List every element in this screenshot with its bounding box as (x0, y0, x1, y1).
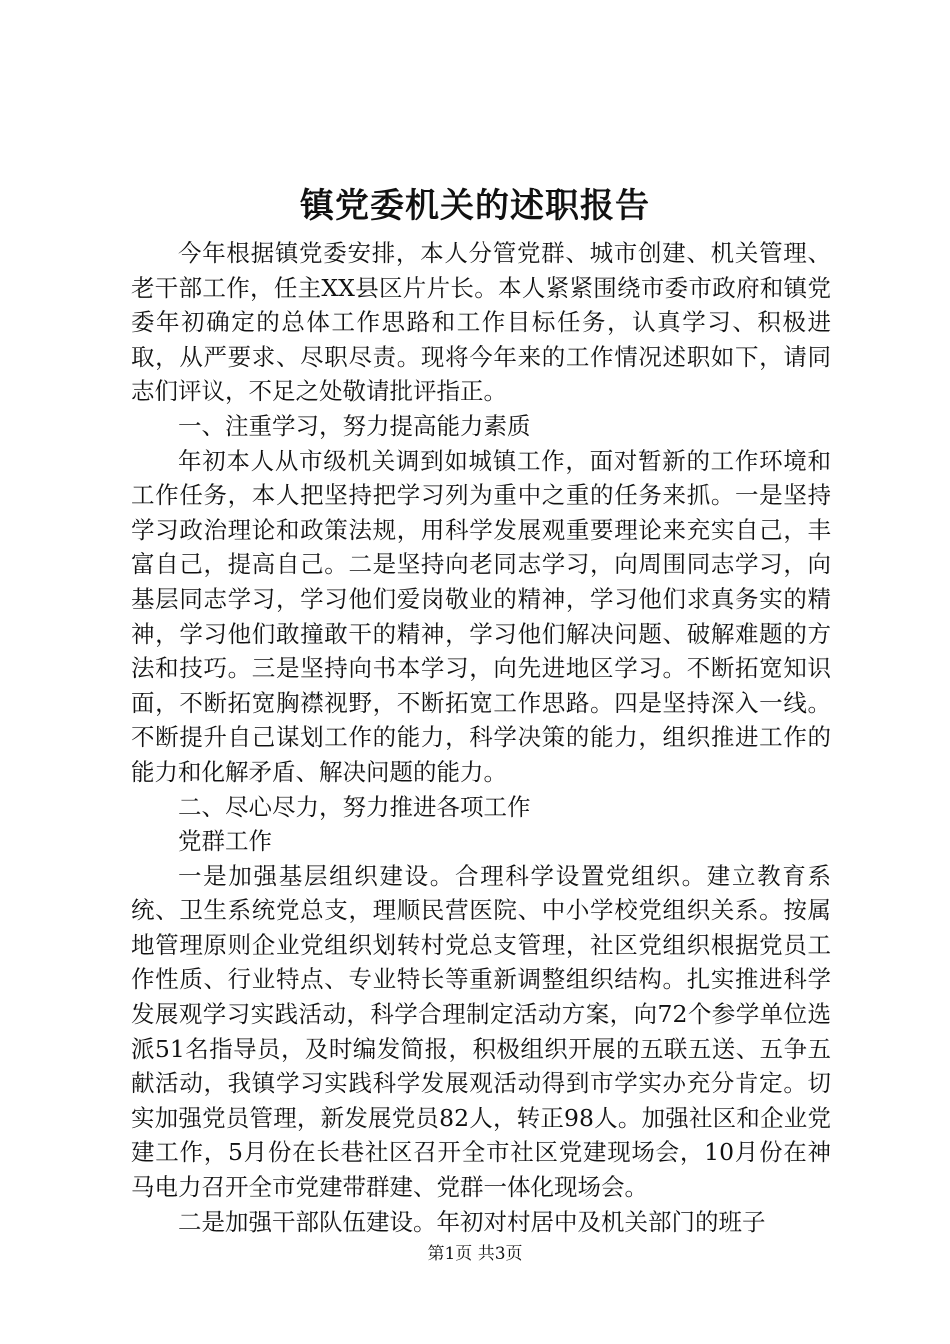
paragraph-study: 年初本人从市级机关调到如城镇工作，面对暂新的工作环境和工作任务，本人把坚持把学习列为重中之重的任务来抓。一是坚持学习政治理论和政策法规，用科学发展观重要理论来充实自己，丰富自己，提高自己。二是坚持向老同志学习，向周围同志学习，向基层同志学习，学习他们爱岗敬业的精神，学习他们求真务实的精神，学习他们敢撞敢干的精神，学习他们解决问题、破解难题的方法和技巧。三是坚持向书本学习，向先进地区学习。不断拓宽知识面，不断拓宽胸襟视野，不断拓宽工作思路。四是坚持深入一线。不断提升自己谋划工作的能力，科学决策的能力，组织推进工作的能力和化解矛盾、解决问题的能力。 (131, 446, 831, 786)
document-title: 镇党委机关的述职报告 (300, 186, 650, 226)
paragraph-org-building: 一是加强基层组织建设。合理科学设置党组织。建立教育系统、卫生系统党总支，理顺民营医院、中小学校党组织关系。按属地管理原则企业党组织划转村党总支管理，社区党组织根据党员工作性质、行业特点、专业特长等重新调整组织结构。扎实推进科学发展观学习实践活动，科学合理制定活动方案，向72个参学单位选派51名指导员，及时编发简报，积极组织开展的五联五送、五争五献活动，我镇学习实践科学发展观活动得到市学实办充分肯定。切实加强党员管理，新发展党员82人，转正98人。加强社区和企业党建工作，5月份在长巷社区召开全市社区党建现场会，10月份在神马电力召开全市党建带群建、党群一体化现场会。 (131, 861, 831, 1202)
subsection-heading-party: 党群工作 (178, 827, 272, 856)
section-heading-1: 一、注重学习，努力提高能力素质 (178, 411, 531, 440)
section-heading-2: 二、尽心尽力，努力推进各项工作 (178, 792, 531, 821)
document-body (131, 236, 831, 1239)
page-footer: 第1页 共3页 (427, 1244, 523, 1264)
paragraph-intro: 今年根据镇党委安排，本人分管党群、城市创建、机关管理、老干部工作，任主XX县区片片长。本人紧紧围绕市委市政府和镇党委年初确定的总体工作思路和工作目标任务，认真学习、积极进取，从严要求、尽职尽责。现将今年来的工作情况述职如下，请同志们评议，不足之处敬请批评指正。 (131, 239, 831, 406)
paragraph-cadre-building: 二是加强干部队伍建设。年初对村居中及机关部门的班子 (178, 1207, 766, 1236)
